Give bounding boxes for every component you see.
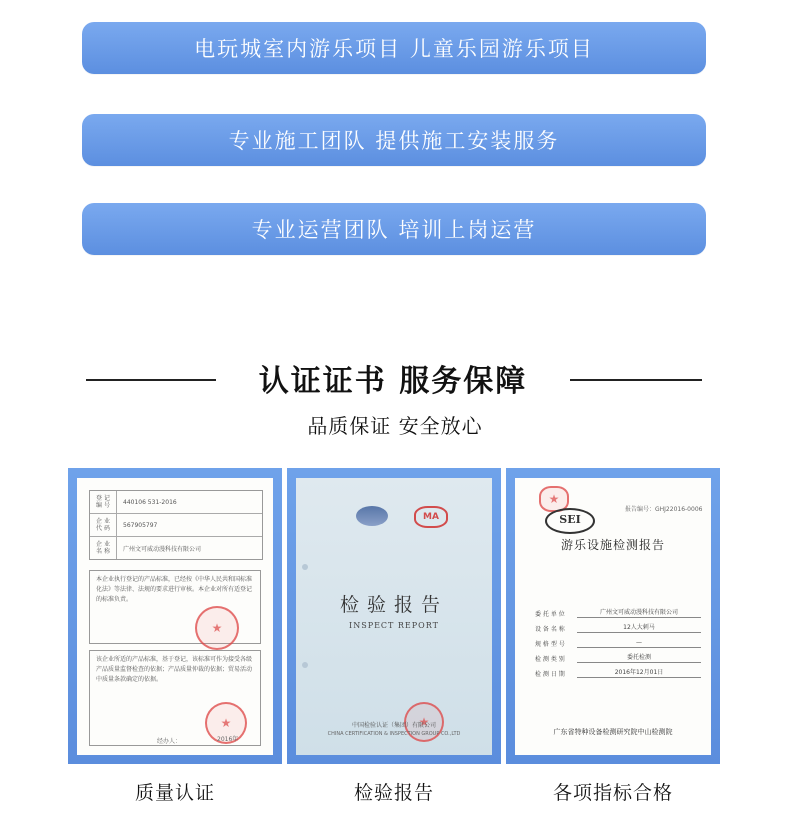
statement-text: 该企业所适的产品标准，基于登记，该标准可作为接受各级产品质量监督检查的依据；产品质量仲裁的依据；贸易活动中质量条款确定的依据。	[96, 656, 253, 683]
field-value: 委托检测	[577, 652, 701, 663]
row-value: 广州文可威动漫科技有限公司	[123, 545, 202, 553]
banner-operation-team: 专业运营团队 培训上岗运营	[82, 203, 706, 255]
statement-text: 本企业执行登记的产品标准，已经按《中华人民共和国标准化法》等法律、法规的要求进行审核。本企业对所有适登记的标准负责。	[96, 576, 253, 603]
table-row	[535, 633, 701, 648]
caption-indicators: 各项指标合格	[552, 782, 673, 804]
report-title: 检验报告	[339, 594, 448, 616]
quality-certificate-document	[77, 478, 273, 755]
caption-inspection: 检验报告	[353, 782, 434, 804]
banner-amusement-projects: 电玩城室内游乐项目 儿童乐园游乐项目	[82, 22, 706, 74]
row-label: 企 业 名 称	[90, 537, 117, 559]
divider-left	[86, 379, 216, 381]
facility-test-report-document	[515, 478, 711, 755]
row-label: 企 业 代 码	[90, 514, 117, 536]
banner-construction-team: 专业施工团队 提供施工安装服务	[82, 114, 706, 166]
field-label: 规 格 型 号	[535, 641, 565, 648]
field-label: 检 测 日 期	[535, 671, 565, 678]
certificate-quality-panel	[68, 468, 282, 764]
table-row	[535, 663, 701, 678]
report-title: 游乐设施检测报告	[560, 538, 665, 552]
section-subtitle: 品质保证 安全放心	[307, 414, 483, 438]
table-row	[90, 514, 262, 537]
official-seal-icon	[195, 606, 239, 650]
binder-hole-icon	[302, 564, 308, 570]
inspection-report-document	[296, 478, 492, 755]
issue-date: 2016年	[217, 736, 239, 743]
signer-label: 经办人：	[157, 738, 182, 745]
table-row	[90, 491, 262, 514]
field-value: 12人大刺马	[577, 622, 701, 633]
table-row	[535, 648, 701, 663]
issuer-name-en: CHINA CERTIFICATION & INSPECTION GROUP CO.,LTD	[327, 731, 461, 737]
certificate-indicators-panel	[506, 468, 720, 764]
report-fields	[535, 603, 701, 678]
field-value: 2016年12月01日	[577, 667, 701, 678]
divider-right	[570, 379, 702, 381]
issuer-name: 广东省特种设备检测研究院中山检测院	[553, 728, 673, 736]
sei-logo: SEI	[545, 508, 595, 534]
field-label: 设 备 名 称	[535, 626, 565, 633]
field-value: —	[577, 639, 701, 648]
issuer-name: 中国检验认证（集团）有限公司	[351, 722, 436, 729]
caption-quality: 质量认证	[134, 782, 215, 804]
cma-badge: MA	[414, 506, 448, 528]
table-row	[90, 537, 262, 559]
registration-table	[89, 490, 263, 560]
field-label: 委 托 单 位	[535, 611, 565, 618]
field-value: 广州文可威动漫科技有限公司	[577, 607, 701, 618]
cnas-logo-icon	[356, 506, 388, 526]
report-number: 报告编号：GHJ22016-0006	[625, 506, 703, 513]
section-title: 认证证书 服务保障	[258, 364, 528, 399]
certificate-inspection-panel	[287, 468, 501, 764]
report-subtitle: INSPECT REPORT	[349, 621, 439, 630]
table-row	[535, 603, 701, 618]
field-label: 检 测 类 别	[535, 656, 565, 663]
row-value: 440106 531-2016	[123, 498, 177, 506]
table-row	[535, 618, 701, 633]
binder-hole-icon	[302, 662, 308, 668]
row-label: 登 记 编 号	[90, 491, 117, 513]
row-value: 567905797	[123, 521, 158, 529]
